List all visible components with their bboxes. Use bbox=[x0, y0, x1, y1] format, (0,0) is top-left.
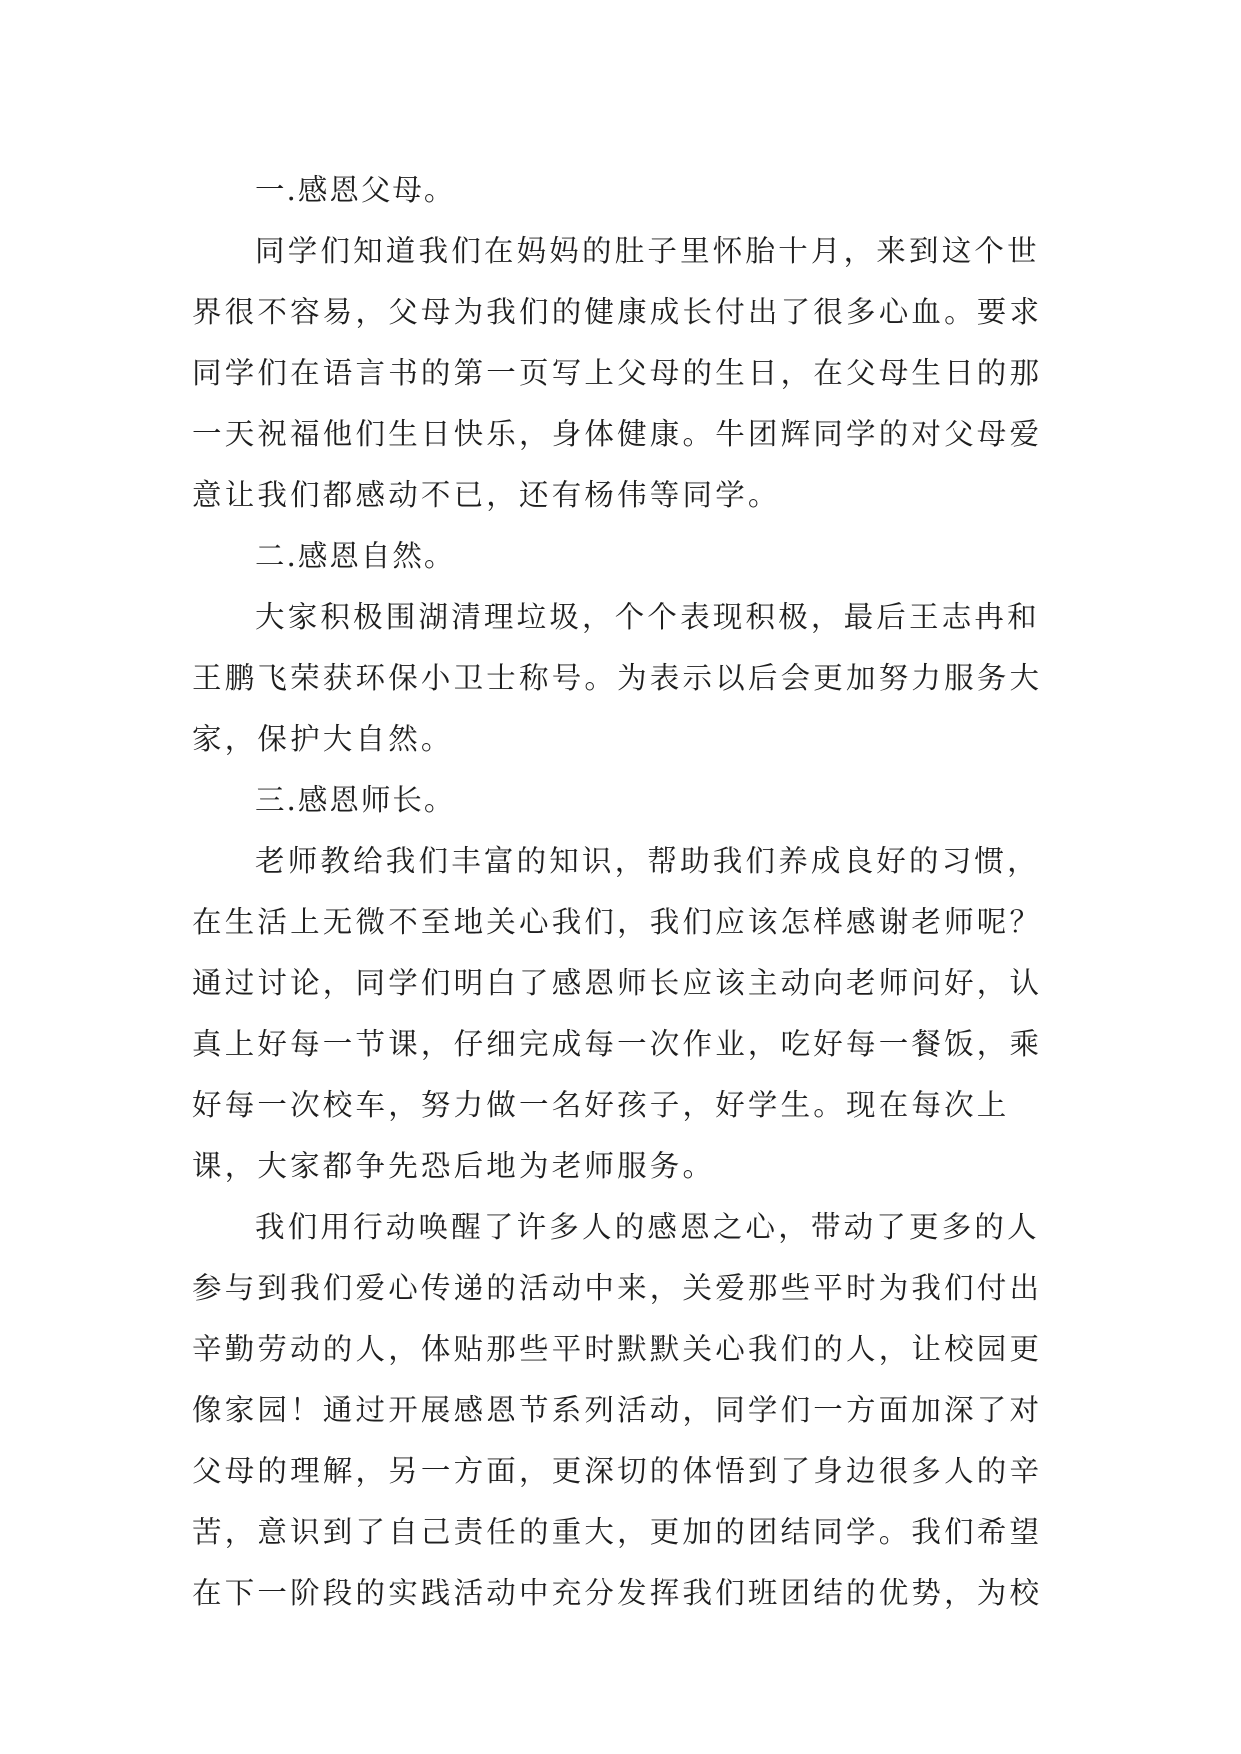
document-body bbox=[192, 160, 1048, 1624]
paragraph-conclusion: 我们用行动唤醒了许多人的感恩之心，带动了更多的人参与到我们爱心传递的活动中来，关爱那些平时为我们付出辛勤劳动的人，体贴那些平时默默关心我们的人，让校园更像家园！通过开展感恩节系列活动，同学们一方面加深了对父母的理解，另一方面，更深切的体悟到了身边很多人的辛苦，意识到了自己责任的重大，更加的团结同学。我们希望在下一阶段的实践活动中充分发挥我们班团结的优势，为校 bbox=[192, 1210, 1043, 1610]
section-heading-parents: 一.感恩父母。 bbox=[255, 173, 456, 207]
paragraph-teachers: 老师教给我们丰富的知识，帮助我们养成良好的习惯，在生活上无微不至地关心我们，我们应该怎样感谢老师呢？通过讨论，同学们明白了感恩师长应该主动向老师问好，认真上好每一节课，仔细完成每一次作业，吃好每一餐饭，乘好每一次校车，努力做一名好孩子，好学生。现在每次上课，大家都争先恐后地为老师服务。 bbox=[192, 844, 1043, 1183]
paragraph-parents: 同学们知道我们在妈妈的肚子里怀胎十月，来到这个世界很不容易，父母为我们的健康成长付出了很多心血。要求同学们在语言书的第一页写上父母的生日，在父母生日的那一天祝福他们生日快乐，身体健康。牛团辉同学的对父母爱意让我们都感动不已，还有杨伟等同学。 bbox=[192, 234, 1043, 512]
section-heading-nature: 二.感恩自然。 bbox=[255, 539, 456, 573]
paragraph-nature: 大家积极围湖清理垃圾，个个表现积极，最后王志冉和王鹏飞荣获环保小卫士称号。为表示以后会更加努力服务大家，保护大自然。 bbox=[192, 600, 1043, 756]
section-heading-teachers: 三.感恩师长。 bbox=[255, 783, 456, 817]
